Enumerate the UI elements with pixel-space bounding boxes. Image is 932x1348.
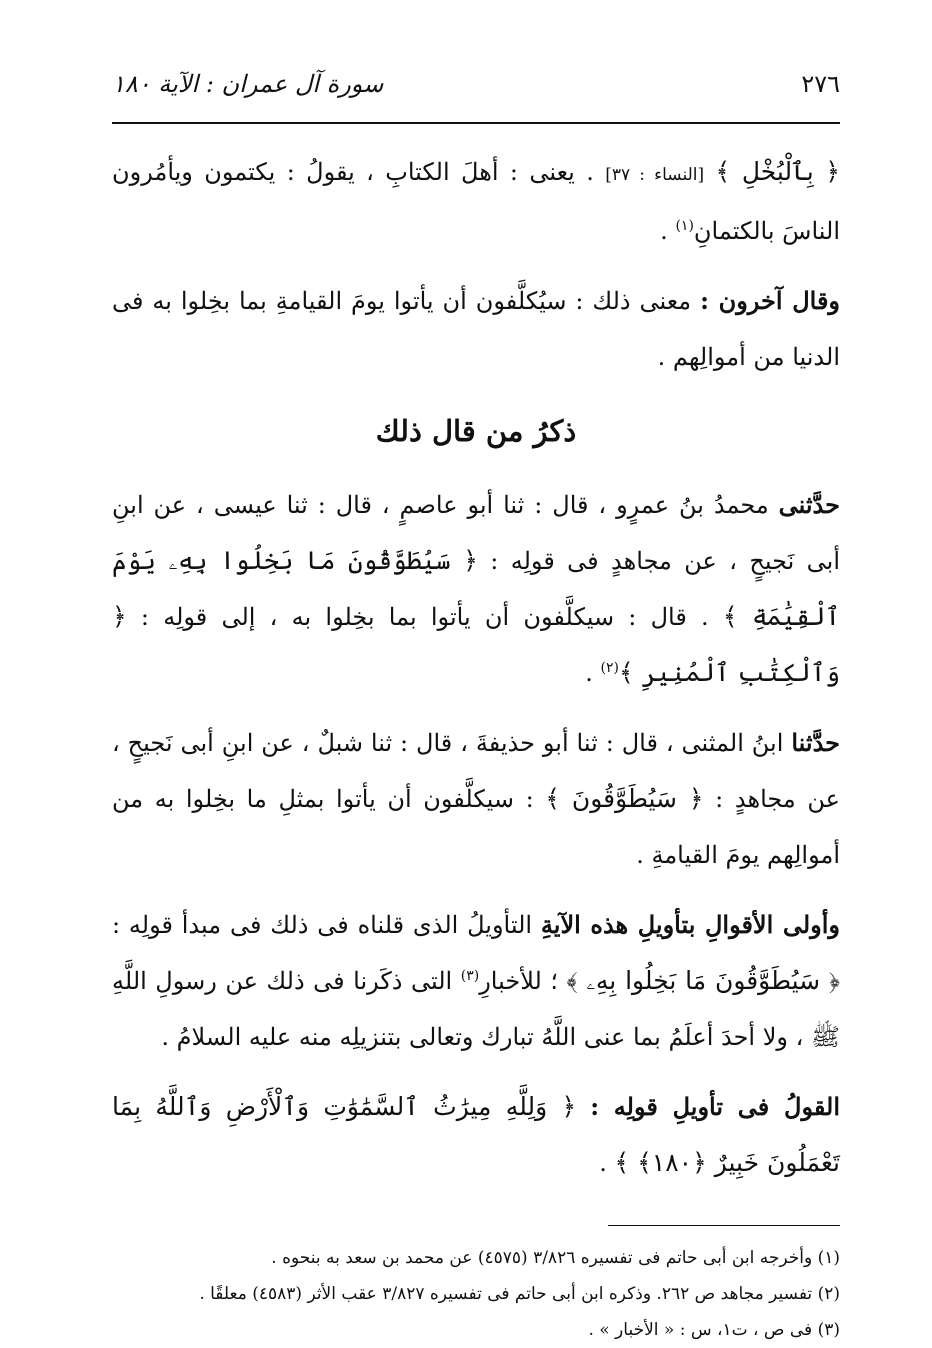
paragraph-end: . [585,659,593,687]
paragraph-1 [112,144,840,259]
footnote-ref-1[interactable]: (١) [675,218,694,234]
paragraph-text: التأويلُ الذى قلناه فى ذلك فى مبدأ قولِه : [112,911,533,939]
paragraph-3 [112,477,840,701]
paragraph-text: . يعنى : أهلَ الكتابِ ، يقولُ : يكتمون ويأمُرون الناسَ بالكتمانِ [112,158,840,245]
paragraph-2 [112,273,840,385]
paragraph-text: التى ذكَرنا فى ذلك عن رسولِ اللَّهِ ﷺ ، ولا أحدَ أعلَمُ بما عنى اللَّهُ تبارك وتعالى بتنزيلِه منه عليه السلامُ . [112,967,840,1051]
paragraph-text: . قال : سيكلَّفون أن يأتوا بما بخِلوا به ، إلى قولِه : [140,603,709,631]
paragraph-text: محمدُ بنُ عمرٍو ، قال : ثنا أبو عاصمٍ ، قال : ثنا عيسى ، عن ابنِ أبى نَجيحٍ ، عن مجاهدٍ فى قولِه : [112,491,840,575]
paragraph-6 [112,1079,840,1191]
footnote-rule [608,1225,840,1226]
section-heading: ذكرُ من قال ذلك [375,414,577,448]
paragraph-4 [112,715,840,883]
main-text [112,144,840,1191]
header-rule [112,122,840,124]
footnote-3: (٣) فى ص ، ت١، س : « الأخبار » . [588,1320,840,1340]
footnote-2: (٢) تفسير مجاهد ص ٢٦٢. وذكره ابن أبى حاتم فى تفسيره ٣/٨٢٧ عقب الأثر (٤٥٨٣) معلقًا . [199,1284,840,1304]
quran-quote: ﴿ بِٱلْبُخْلِ ﴾ [715,157,840,186]
quran-quote: ﴿ وَلِلَّهِ مِيرَٰثُ ٱلسَّمَٰوَٰتِ وَٱلْأَرْضِ وَٱللَّهُ بِمَا تَعْمَلُونَ خَبِيرٌ ﴿١٨٠﴾ ﴾ [112,1092,840,1177]
paragraph-5 [112,897,840,1065]
footnote-ref-2[interactable]: (٢) [600,660,620,676]
footnote-ref-3[interactable]: (٣) [460,968,480,984]
running-head [112,70,840,116]
paragraph-lead: وأولى الأقوالِ بتأويلِ هذه الآيةِ [540,910,840,939]
paragraph-end: . [599,1149,607,1177]
quran-quote: ﴿ وَٱلْكِتَٰبِ ٱلْمُنِيرِ ﴾ [112,602,840,687]
citation: [النساء : ٣٧] [605,165,705,185]
paragraph-text: معنى ذلك : سيُكلَّفون أن يأتوا يومَ القيامةِ بما بخِلوا به فى الدنيا من أموالِهم . [112,287,840,371]
footnote-1: (١) وأخرجه ابن أبى حاتم فى تفسيره ٣/٨٢٦ (٤٥٧٥) عن محمد بن سعد به بنحوه . [271,1248,840,1268]
paragraph-text: : سيكلَّفون أن يأتوا بمثلِ ما بخِلوا به من أموالِهم يومَ القيامةِ . [112,785,840,869]
running-title: سورة آل عمران : الآية ١٨٠ [112,70,384,98]
quran-quote: ﴿ سَيُطَوَّقُونَ ﴾ [545,784,704,813]
paragraph-text: ؛ للأخبارِ [479,967,558,995]
paragraph-text: ابنُ المثنى ، قال : ثنا أبو حذيفةَ ، قال : ثنا شبلٌ ، عن ابنِ أبى نَجيحٍ ، عن مجاهدٍ : [112,729,840,813]
paragraph-lead: القولُ فى تأويلِ قولِه : [590,1092,840,1121]
quran-quote: ﴿ سَيُطَوَّقُونَ مَا بَخِلُوا بِهِۦ يَوْمَ ٱلْقِيَٰمَةِ ﴾ [112,546,840,631]
paragraph-lead: حدَّثنا [791,728,840,757]
paragraph-end: . [660,217,668,245]
paragraph-lead: وقال آخرون : [700,286,840,315]
paragraph-lead: حدَّثنى [778,490,840,519]
page-number: ٢٧٦ [801,70,840,98]
footnotes [112,1240,840,1348]
quran-quote: ﴿ سَيُطَوَّقُونَ مَا بَخِلُوا بِهِۦ ﴾ [566,966,840,995]
